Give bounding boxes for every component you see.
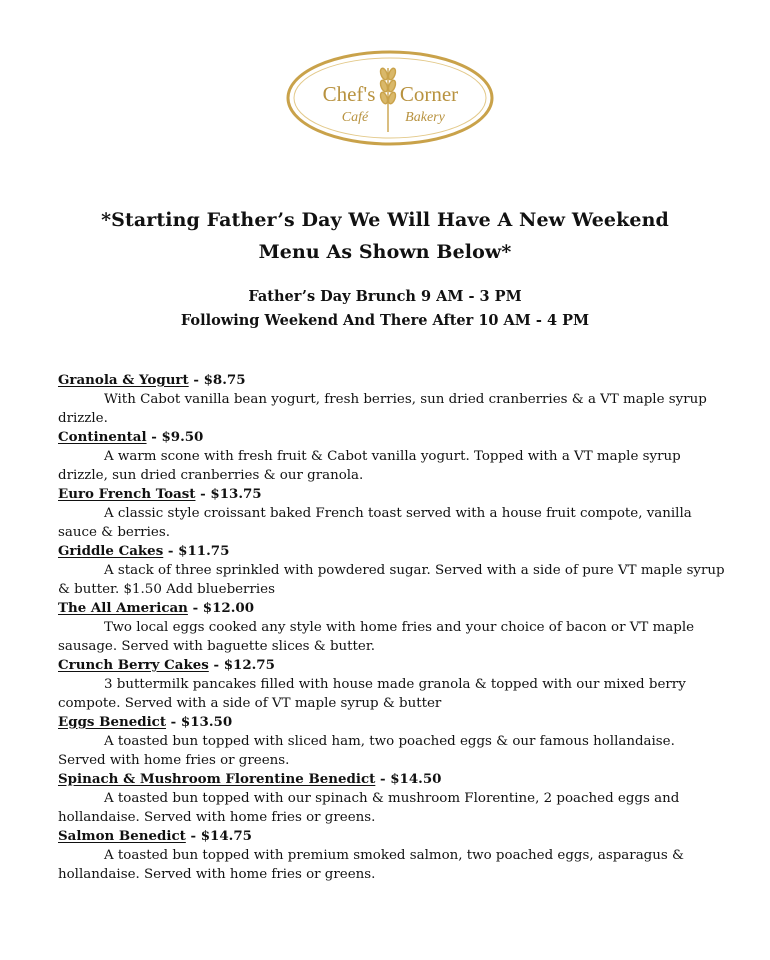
- menu-item-description: A stack of three sprinkled with powdered sugar. Served with a side of pure VT maple syrup & butter. $1.50 Add blueberries: [58, 563, 725, 597]
- menu-item-separator: -: [375, 771, 391, 787]
- menu-item-price: $13.50: [180, 714, 233, 730]
- hours-line-1: Father’s Day Brunch 9 AM - 3 PM: [248, 288, 522, 305]
- logo-text-corner: Corner: [399, 82, 459, 106]
- menu-item-price: $12.75: [223, 657, 275, 673]
- menu-item-price: $8.75: [203, 372, 246, 388]
- menu-item: [58, 827, 726, 884]
- menu-item-description: A toasted bun topped with premium smoked salmon, two poached eggs, asparagus & hollandaise. Served with home fries or greens.: [58, 848, 684, 882]
- menu-item: [58, 770, 726, 827]
- announcement-line-2: Menu As Shown Below*: [258, 241, 512, 263]
- menu-item-separator: -: [185, 828, 201, 844]
- announcement-line-1: *Starting Father’s Day We Will Have A New Weekend: [101, 209, 669, 231]
- menu-item: [58, 485, 726, 542]
- menu-item-price: $9.50: [161, 429, 204, 445]
- menu-item-name: Continental: [58, 429, 147, 445]
- logo-text-chefs: Chef's: [322, 82, 376, 106]
- menu-item-description: With Cabot vanilla bean yogurt, fresh berries, sun dried cranberries & a VT maple syrup drizzle.: [58, 392, 707, 426]
- menu-item-price: $14.50: [390, 771, 442, 787]
- menu-item: [58, 428, 726, 485]
- menu-item-separator: -: [208, 657, 224, 673]
- menu-item-description: A warm scone with fresh fruit & Cabot vanilla yogurt. Topped with a VT maple syrup drizzle, sun dried cranberries & our granola.: [58, 449, 681, 483]
- menu-item-separator: -: [187, 600, 203, 616]
- menu-item-price: $11.75: [178, 543, 230, 559]
- hours-line-2: Following Weekend And There After 10 AM - 4 PM: [180, 312, 590, 329]
- menu-item-description: A classic style croissant baked French toast served with a house fruit compote, vanilla sauce & berries.: [58, 506, 692, 540]
- menu-item: [58, 599, 726, 656]
- menu-item-name: Griddle Cakes: [58, 543, 164, 559]
- menu-item-name: Granola & Yogurt: [58, 372, 189, 388]
- menu-item-description: A toasted bun topped with sliced ham, two poached eggs & our famous hollandaise. Served with home fries or greens.: [58, 734, 675, 768]
- menu-list: [58, 371, 726, 884]
- menu-item: [58, 371, 726, 428]
- menu-item-name: The All American: [58, 600, 188, 616]
- menu-item-separator: -: [188, 372, 204, 388]
- menu-item-name: Spinach & Mushroom Florentine Benedict: [58, 771, 376, 787]
- menu-item: [58, 656, 726, 713]
- menu-item-separator: -: [195, 486, 211, 502]
- menu-item: [58, 713, 726, 770]
- brunch-hours: [40, 285, 730, 333]
- menu-item-description: A toasted bun topped with our spinach & mushroom Florentine, 2 poached eggs and hollandaise. Served with home fries or greens.: [58, 791, 680, 825]
- menu-item-price: $12.00: [202, 600, 255, 616]
- menu-item-name: Eggs Benedict: [58, 714, 167, 730]
- chefs-corner-logo: [285, 48, 495, 148]
- menu-item-price: $13.75: [210, 486, 262, 502]
- logo-text-bakery: Bakery: [405, 110, 445, 125]
- menu-item-separator: -: [146, 429, 162, 445]
- menu-item-price: $14.75: [200, 828, 252, 844]
- menu-item-separator: -: [166, 714, 181, 730]
- announcement: [40, 204, 730, 268]
- menu-item-description: 3 buttermilk pancakes filled with house made granola & topped with our mixed berry compote. Served with a side of VT maple syrup & butter: [58, 677, 686, 711]
- menu-item-separator: -: [163, 543, 179, 559]
- menu-item-name: Salmon Benedict: [58, 828, 186, 844]
- menu-item-name: Euro French Toast: [58, 486, 196, 502]
- menu-item-description: Two local eggs cooked any style with home fries and your choice of bacon or VT maple sausage. Served with baguette slices & butter.: [58, 620, 695, 654]
- menu-item-name: Crunch Berry Cakes: [58, 657, 209, 673]
- logo-text-cafe: Café: [341, 110, 369, 125]
- menu-item: [58, 542, 726, 599]
